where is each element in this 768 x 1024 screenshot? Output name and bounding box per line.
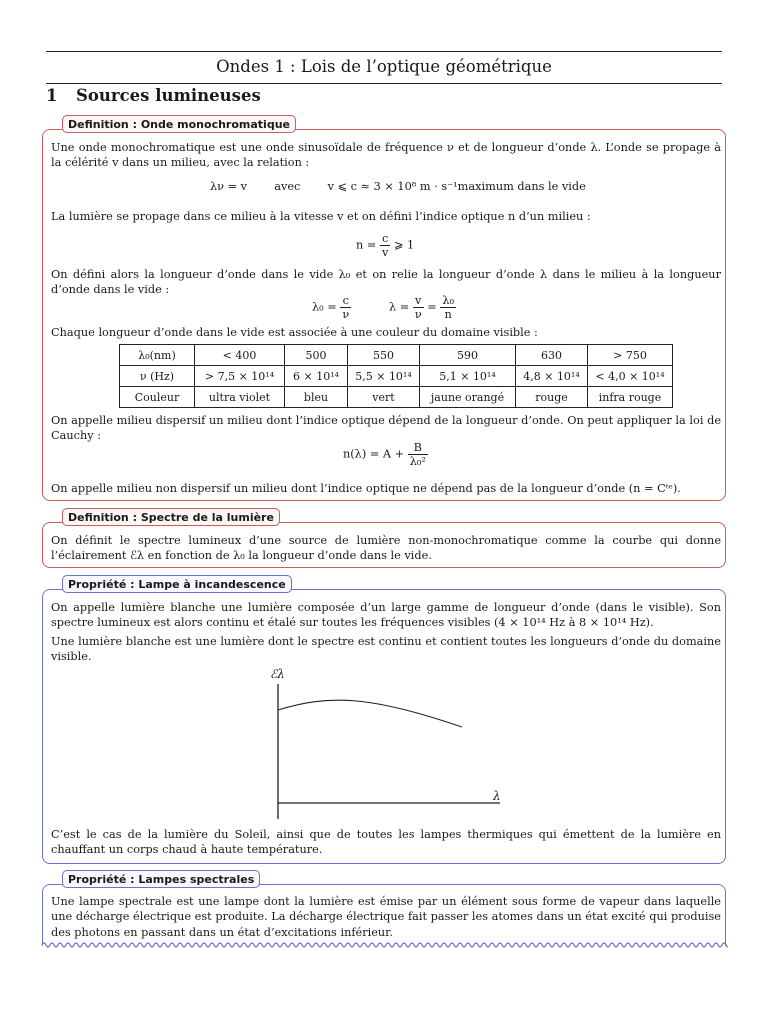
paragraph-color-association: Chaque longueur d’onde dans le vide est associée à une couleur du domaine visible :	[51, 326, 538, 339]
eq3b-left: λ =	[389, 300, 410, 314]
wavy-border	[42, 943, 728, 947]
graph-y-label: ℰλ	[270, 667, 285, 681]
wavelength-color-table	[119, 344, 673, 408]
paragraph-continuous-spectrum: Une lumière blanche est une lumière dont le spectre est continu et contient toutes les longueurs d’onde du domaine visible.	[51, 635, 721, 664]
section-heading	[46, 86, 261, 105]
paragraph-spectrum: On définit le spectre lumineux d’une source de lumière non-monochromatique comme la courbe qui donne l’éclairement ℰλ en fonction de λ₀ la longueur d’onde dans le vide.	[51, 534, 721, 563]
table-cell: < 400	[195, 345, 285, 366]
table-cell: 4,8 × 10¹⁴	[516, 366, 588, 387]
table-cell: jaune orangé	[420, 387, 516, 408]
eq3a-denominator: ν	[342, 308, 350, 321]
section-title: Sources lumineuses	[76, 86, 261, 105]
section-number: 1	[46, 86, 58, 105]
property-tag-incandescent: Propriété : Lampe à incandescence	[62, 575, 292, 593]
eq3b-equals: =	[427, 300, 437, 314]
definition-tag-monochromatic: Definition : Onde monochromatique	[62, 115, 296, 133]
paragraph-non-dispersive: On appelle milieu non dispersif un milieu dont l’indice optique ne dépend pas de la longueur d’onde (n = Cᵗᵉ).	[51, 482, 681, 495]
paragraph-vacuum-wavelength: On défini alors la longueur d’onde dans le vide λ₀ et on relie la longueur d’onde λ dans le milieu à la longueur d’onde dans le vide :	[51, 268, 721, 297]
paragraph-optical-index: La lumière se propage dans ce milieu à la vitesse v et on défini l’indice optique n d’un milieu :	[51, 210, 591, 223]
equation-cauchy	[343, 441, 428, 468]
eq3b-numerator2: λ₀	[442, 294, 455, 307]
top-rule	[46, 51, 722, 52]
eq3b-denominator2: n	[444, 308, 452, 321]
eq3b-numerator1: v	[413, 294, 424, 308]
paragraph-monochromatic-intro: Une onde monochromatique est une onde sinusoïdale de fréquence ν et de longueur d’onde λ. L’onde se propage à la célérité v dans un milieu, avec la relation :	[51, 141, 721, 170]
equation-celerity	[210, 180, 586, 193]
page-title: Ondes 1 : Lois de l’optique géométrique	[216, 57, 552, 76]
eq4-denominator: λ₀²	[409, 455, 426, 468]
table-cell: infra rouge	[588, 387, 673, 408]
paragraph-dispersive-medium: On appelle milieu dispersif un milieu dont l’indice optique dépend de la longueur d’onde. On peut appliquer la loi de Cauchy :	[51, 414, 721, 443]
table-cell: λ₀(nm)	[120, 345, 195, 366]
eq4-left: n(λ) = A +	[343, 447, 405, 461]
eq2-left: n =	[356, 238, 377, 252]
table-cell: Couleur	[120, 387, 195, 408]
eq1-left: λν = v	[210, 180, 248, 193]
graph-x-label: λ	[493, 789, 501, 803]
equation-lambda0	[312, 294, 351, 321]
table-cell: > 7,5 × 10¹⁴	[195, 366, 285, 387]
definition-tag-spectrum: Definition : Spectre de la lumière	[62, 508, 280, 526]
graph-spectrum-curve	[278, 700, 462, 727]
eq2-denominator: v	[381, 246, 389, 259]
table-cell: 590	[420, 345, 516, 366]
eq2-right: ⩾ 1	[393, 238, 415, 252]
property-tag-spectral: Propriété : Lampes spectrales	[62, 870, 260, 888]
table-cell: 5,1 × 10¹⁴	[420, 366, 516, 387]
paragraph-sun-example: C’est le cas de la lumière du Soleil, ainsi que de toutes les lampes thermiques qui émettent de la lumière en chauffant un corps chaud à haute température.	[51, 828, 721, 857]
table-cell: 550	[348, 345, 420, 366]
title-rule	[46, 83, 722, 84]
eq1-right: v ⩽ c ≈ 3 × 10⁸ m · s⁻¹maximum dans le vide	[327, 180, 586, 193]
eq1-mid: avec	[274, 180, 301, 193]
equation-index	[356, 232, 414, 259]
table-cell: 5,5 × 10¹⁴	[348, 366, 420, 387]
table-cell: bleu	[285, 387, 348, 408]
eq2-numerator: c	[380, 232, 390, 246]
eq4-numerator: B	[408, 441, 428, 455]
equation-lambda	[389, 294, 456, 321]
eq3b-denominator1: ν	[414, 308, 422, 321]
table-row	[120, 345, 673, 366]
page-break-wave	[40, 940, 728, 950]
table-cell: 630	[516, 345, 588, 366]
eq3a-left: λ₀ =	[312, 300, 337, 314]
table-cell: vert	[348, 387, 420, 408]
table-cell: rouge	[516, 387, 588, 408]
table-row	[120, 387, 673, 408]
table-cell: ultra violet	[195, 387, 285, 408]
table-cell: > 750	[588, 345, 673, 366]
paragraph-spectral-lamp: Une lampe spectrale est une lampe dont la lumière est émise par un élément sous forme de vapeur dans laquelle une décharge électrique est produite. La décharge électrique fait passer les atomes dans un état excité qui produise des photons en passant dans un état d’excitations inférieur.	[51, 895, 721, 939]
table-cell: ν (Hz)	[120, 366, 195, 387]
eq3a-numerator: c	[340, 294, 351, 308]
table-cell: 6 × 10¹⁴	[285, 366, 348, 387]
table-cell: < 4,0 × 10¹⁴	[588, 366, 673, 387]
table-row	[120, 366, 673, 387]
paragraph-white-light: On appelle lumière blanche une lumière composée d’un large gamme de longueur d’onde (dans le visible). Son spectre lumineux est alors continu et étalé sur toutes les fréquences visibles (4 × 10¹⁴ Hz à 8 × 10¹⁴ Hz).	[51, 601, 721, 630]
table-cell: 500	[285, 345, 348, 366]
spectrum-graph	[260, 664, 520, 824]
